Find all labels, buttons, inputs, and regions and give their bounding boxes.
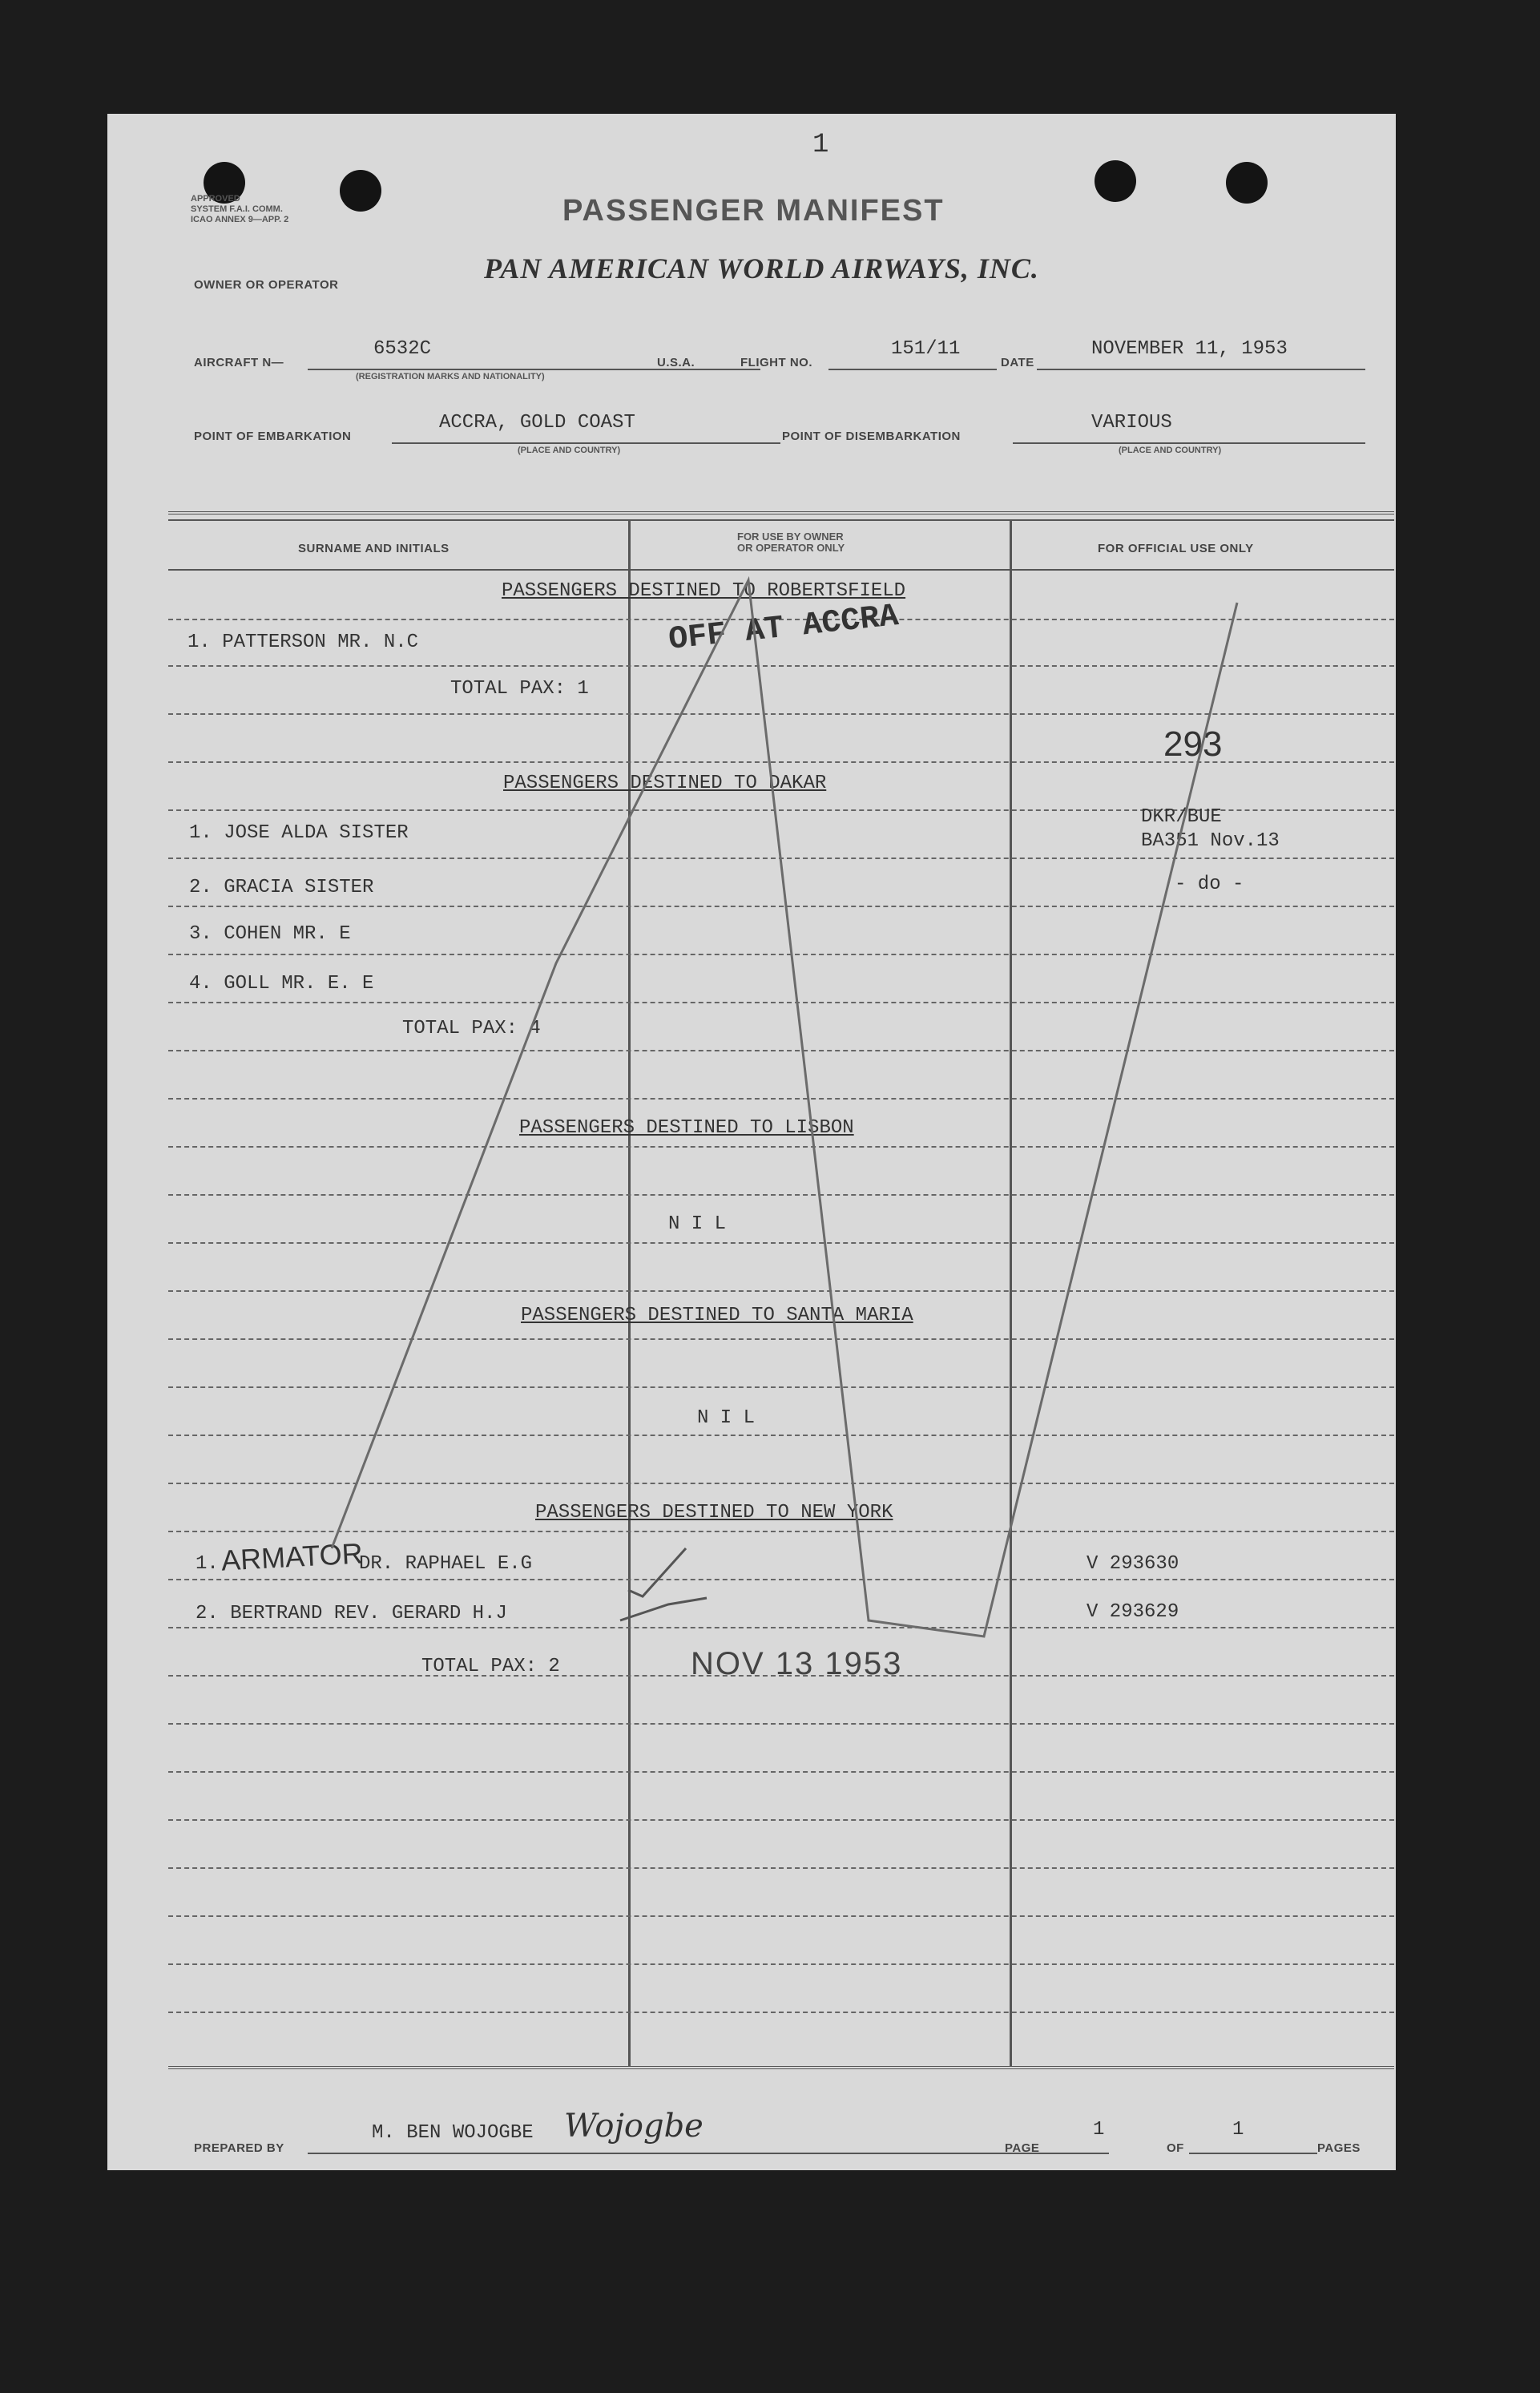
passenger-row: 2. BERTRAND REV. GERARD H.J xyxy=(196,1603,507,1624)
passenger-row: 3. COHEN MR. E xyxy=(189,923,351,945)
disembark-value: VARIOUS xyxy=(1091,412,1172,434)
passenger-row: 1. JOSE ALDA SISTER xyxy=(189,822,409,844)
manifest-sheet xyxy=(107,114,1396,2170)
official-route: DKR/BUE xyxy=(1141,806,1222,828)
aircraft-label: AIRCRAFT N— xyxy=(194,356,284,369)
col-header-surname: SURNAME AND INITIALS xyxy=(298,542,450,555)
flight-value: 151/11 xyxy=(891,338,961,360)
section-header-robertsfield: PASSENGERS DESTINED TO ROBERTSFIELD xyxy=(502,580,906,602)
aircraft-sub: (REGISTRATION MARKS AND NATIONALITY) xyxy=(356,372,545,381)
of-value: 1 xyxy=(1232,2119,1244,2141)
passenger-row: DR. RAPHAEL E.G xyxy=(359,1553,533,1575)
off-at-accra-stamp: OFF AT ACCRA xyxy=(667,599,901,659)
prepared-value: M. BEN WOJOGBE xyxy=(372,2122,534,2144)
col-header-owner-2: OR OPERATOR ONLY xyxy=(737,542,845,554)
section-header-santa-maria: PASSENGERS DESTINED TO SANTA MARIA xyxy=(521,1305,913,1326)
official-number: 293 xyxy=(1163,724,1223,764)
visa-number: V 293629 xyxy=(1086,1601,1179,1623)
page-value: 1 xyxy=(1093,2119,1105,2141)
total-pax: TOTAL PAX: 1 xyxy=(450,678,589,700)
page-label: PAGE xyxy=(1005,2141,1040,2155)
section-header-new-york: PASSENGERS DESTINED TO NEW YORK xyxy=(535,1502,893,1523)
passenger-row: 1. PATTERSON MR. N.C xyxy=(187,632,419,653)
official-flight: BA351 Nov.13 xyxy=(1141,830,1280,852)
owner-value: PAN AMERICAN WORLD AIRWAYS, INC. xyxy=(484,252,1039,284)
embark-value: ACCRA, GOLD COAST xyxy=(439,412,635,434)
visa-number: V 293630 xyxy=(1086,1553,1179,1575)
handwritten-name: ARMATOR xyxy=(220,1536,364,1577)
section-header-dakar: PASSENGERS DESTINED TO DAKAR xyxy=(503,773,827,794)
disembark-sub: (PLACE AND COUNTRY) xyxy=(1119,446,1222,455)
form-title: PASSENGER MANIFEST xyxy=(562,194,945,228)
approval-line: SYSTEM F.A.I. COMM. xyxy=(191,204,283,214)
nil-entry: N I L xyxy=(697,1407,756,1429)
pencil-strike-marks xyxy=(107,114,1396,2170)
disembark-label: POINT OF DISEMBARKATION xyxy=(782,430,961,443)
aircraft-value: 6532C xyxy=(373,338,432,360)
date-label: DATE xyxy=(1001,356,1034,369)
embark-label: POINT OF EMBARKATION xyxy=(194,430,352,443)
col-header-owner: FOR USE BY OWNER xyxy=(737,531,844,543)
prepared-label: PREPARED BY xyxy=(194,2141,284,2155)
flight-label: FLIGHT NO. xyxy=(740,356,812,369)
approval-line: APPROVED xyxy=(191,194,240,204)
usa-label: U.S.A. xyxy=(657,356,695,369)
total-pax: TOTAL PAX: 4 xyxy=(402,1018,541,1039)
section-header-lisbon: PASSENGERS DESTINED TO LISBON xyxy=(519,1117,854,1139)
of-label: OF xyxy=(1167,2141,1184,2155)
date-value: NOVEMBER 11, 1953 xyxy=(1091,338,1288,360)
pages-label: PAGES xyxy=(1317,2141,1361,2155)
embark-sub: (PLACE AND COUNTRY) xyxy=(518,446,621,455)
date-stamp: NOV 13 1953 xyxy=(691,1646,903,1681)
col-header-official: FOR OFFICIAL USE ONLY xyxy=(1098,542,1254,555)
nil-entry: N I L xyxy=(668,1213,727,1235)
passenger-number: 1. xyxy=(196,1553,219,1575)
passenger-row: 2. GRACIA SISTER xyxy=(189,877,374,898)
owner-label: OWNER OR OPERATOR xyxy=(194,278,339,292)
signature: Wojogbe xyxy=(564,2108,703,2145)
approval-line: ICAO ANNEX 9—APP. 2 xyxy=(191,215,289,224)
corner-mark: 1 xyxy=(812,130,829,160)
official-ditto: - do - xyxy=(1175,874,1244,895)
passenger-row: 4. GOLL MR. E. E xyxy=(189,973,374,995)
total-pax: TOTAL PAX: 2 xyxy=(421,1656,560,1677)
